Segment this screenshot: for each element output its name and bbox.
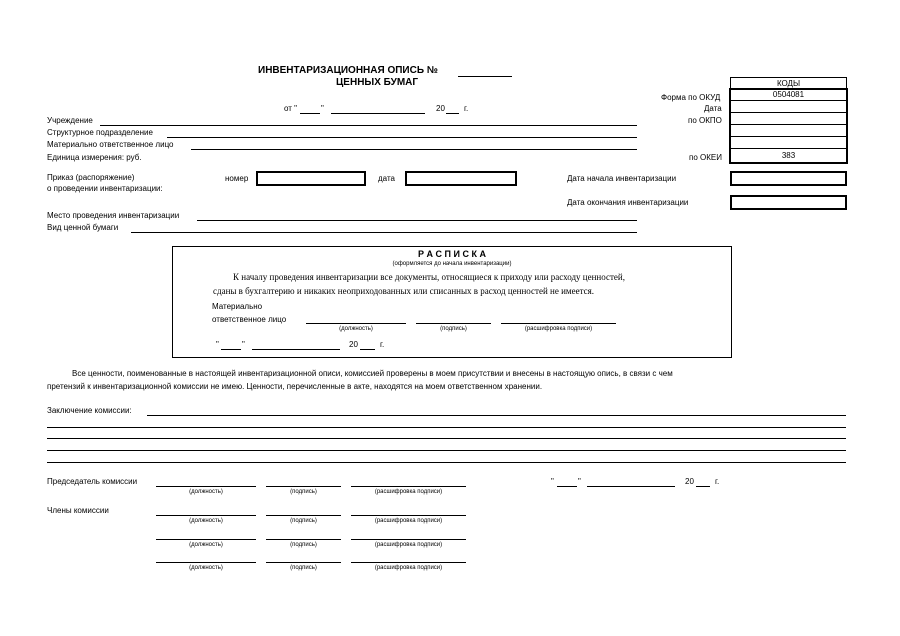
codes-header: КОДЫ bbox=[730, 77, 847, 89]
okpo-value[interactable] bbox=[730, 113, 847, 125]
chairman-decode-line[interactable] bbox=[351, 486, 466, 487]
members-label: Члены комиссии bbox=[47, 506, 109, 515]
date-code-label: Дата bbox=[704, 104, 722, 113]
okei-label: по ОКЕИ bbox=[689, 153, 722, 162]
date-day-line[interactable] bbox=[300, 113, 320, 114]
date-year-line[interactable] bbox=[446, 113, 459, 114]
sign-quote-close: " bbox=[578, 477, 581, 486]
conclusion-line-4[interactable] bbox=[47, 450, 846, 451]
institution-line[interactable] bbox=[100, 125, 637, 126]
unit-label: Единица измерения: руб. bbox=[47, 153, 142, 162]
receipt-year-label: 20 bbox=[349, 340, 358, 349]
institution-label: Учреждение bbox=[47, 116, 93, 125]
chairman-label: Председатель комиссии bbox=[47, 477, 138, 486]
form-number-line[interactable] bbox=[458, 76, 512, 77]
sign-day-line[interactable] bbox=[557, 486, 577, 487]
responsible-line[interactable] bbox=[191, 149, 637, 150]
receipt-quote-close: " bbox=[242, 340, 245, 349]
receipt-signature-caption: (подпись) bbox=[440, 326, 467, 332]
receipt-year-line[interactable] bbox=[360, 349, 375, 350]
conclusion-line-3[interactable] bbox=[47, 438, 846, 439]
chairman-signature-caption: (подпись) bbox=[290, 489, 317, 495]
chairman-signature-line[interactable] bbox=[266, 486, 341, 487]
member2-decode-line[interactable] bbox=[351, 539, 466, 540]
date-g-label: г. bbox=[464, 104, 469, 113]
receipt-position-line[interactable] bbox=[306, 323, 406, 324]
place-line[interactable] bbox=[197, 220, 637, 221]
security-type-line[interactable] bbox=[131, 232, 637, 233]
member1-signature-caption: (подпись) bbox=[290, 518, 317, 524]
receipt-signature-line[interactable] bbox=[416, 323, 491, 324]
chairman-decode-caption: (расшифровка подписи) bbox=[374, 489, 443, 495]
receipt-decode-caption: (расшифровка подписи) bbox=[524, 326, 593, 332]
security-type-label: Вид ценной бумаги bbox=[47, 223, 119, 232]
form-title: ИНВЕНТАРИЗАЦИОННАЯ ОПИСЬ № bbox=[258, 65, 438, 76]
receipt-month-line[interactable] bbox=[252, 349, 340, 350]
order-number-label: номер bbox=[225, 174, 249, 183]
form-subtitle: ЦЕННЫХ БУМАГ bbox=[336, 77, 419, 88]
okud-value[interactable]: 0504081 bbox=[730, 89, 847, 101]
responsible-label: Материально ответственное лицо bbox=[47, 140, 174, 149]
sign-quote-open: " bbox=[551, 477, 554, 486]
member2-decode-caption: (расшифровка подписи) bbox=[374, 542, 443, 548]
receipt-text-1: К началу проведения инвентаризации все документы, относящиеся к приходу или расходу ценностей, bbox=[233, 272, 625, 282]
member2-position-line[interactable] bbox=[156, 539, 256, 540]
member3-position-line[interactable] bbox=[156, 562, 256, 563]
member2-position-caption: (должность) bbox=[189, 542, 223, 548]
conclusion-line-1[interactable] bbox=[147, 415, 846, 416]
order-number-field[interactable] bbox=[256, 171, 366, 186]
statement-text-1: Все ценности, поименованные в настоящей инвентаризационной описи, комиссией проверены в моем присутствии и внесены в настоящую опись, в связи с чем bbox=[72, 369, 673, 378]
receipt-person-label-2: ответственное лицо bbox=[212, 315, 287, 324]
member1-signature-line[interactable] bbox=[266, 515, 341, 516]
chairman-position-line[interactable] bbox=[156, 486, 256, 487]
member1-decode-caption: (расшифровка подписи) bbox=[374, 518, 443, 524]
member1-position-line[interactable] bbox=[156, 515, 256, 516]
member3-decode-caption: (расшифровка подписи) bbox=[374, 565, 443, 571]
end-date-label: Дата окончания инвентаризации bbox=[567, 198, 689, 207]
okud-label: Форма по ОКУД bbox=[661, 93, 721, 102]
member1-decode-line[interactable] bbox=[351, 515, 466, 516]
conclusion-label: Заключение комиссии: bbox=[47, 406, 132, 415]
receipt-day-line[interactable] bbox=[221, 349, 241, 350]
conclusion-line-2[interactable] bbox=[47, 427, 846, 428]
date-value[interactable] bbox=[730, 101, 847, 113]
member3-signature-line[interactable] bbox=[266, 562, 341, 563]
date-month-line[interactable] bbox=[331, 113, 425, 114]
order-date-field[interactable] bbox=[405, 171, 517, 186]
chairman-position-caption: (должность) bbox=[189, 489, 223, 495]
member3-position-caption: (должность) bbox=[189, 565, 223, 571]
sign-month-line[interactable] bbox=[587, 486, 675, 487]
receipt-subtitle: (оформляется до начала инвентаризации) bbox=[392, 261, 512, 267]
receipt-quote-open: " bbox=[216, 340, 219, 349]
date-year-label: 20 bbox=[436, 104, 445, 113]
okei-value[interactable]: 383 bbox=[781, 151, 796, 160]
receipt-decode-line[interactable] bbox=[501, 323, 616, 324]
date-from-label: от " bbox=[284, 104, 297, 113]
sign-year-line[interactable] bbox=[696, 486, 710, 487]
receipt-g-label: г. bbox=[380, 340, 385, 349]
sign-g-label: г. bbox=[715, 477, 720, 486]
member3-decode-line[interactable] bbox=[351, 562, 466, 563]
start-date-field[interactable] bbox=[730, 171, 847, 186]
place-label: Место проведения инвентаризации bbox=[47, 211, 180, 220]
receipt-text-2: сданы в бухгалтерию и никаких неоприходованных или списанных в расход ценностей не имеется. bbox=[213, 286, 595, 296]
receipt-title: Р А С П И С К А bbox=[418, 249, 486, 259]
order-label-2: о проведении инвентаризации: bbox=[47, 184, 163, 193]
order-label: Приказ (распоряжение) bbox=[47, 173, 135, 182]
receipt-position-caption: (должность) bbox=[339, 326, 373, 332]
okpo-label: по ОКПО bbox=[688, 116, 722, 125]
division-line[interactable] bbox=[167, 137, 637, 138]
statement-text-2: претензий к инвентаризационной комиссии не имею. Ценности, перечисленные в акте, находятся на моем ответственном хранении. bbox=[47, 382, 543, 391]
member2-signature-line[interactable] bbox=[266, 539, 341, 540]
member2-signature-caption: (подпись) bbox=[290, 542, 317, 548]
division-label: Структурное подразделение bbox=[47, 128, 153, 137]
member3-signature-caption: (подпись) bbox=[290, 565, 317, 571]
receipt-person-label: Материально bbox=[212, 302, 263, 311]
code-row-5[interactable] bbox=[730, 137, 847, 149]
code-row-4[interactable] bbox=[730, 125, 847, 137]
member1-position-caption: (должность) bbox=[189, 518, 223, 524]
conclusion-line-5[interactable] bbox=[47, 462, 846, 463]
start-date-label: Дата начала инвентаризации bbox=[567, 174, 677, 183]
end-date-field[interactable] bbox=[730, 195, 847, 210]
date-quote: " bbox=[321, 104, 324, 113]
order-date-label: дата bbox=[378, 174, 395, 183]
sign-year-label: 20 bbox=[685, 477, 694, 486]
